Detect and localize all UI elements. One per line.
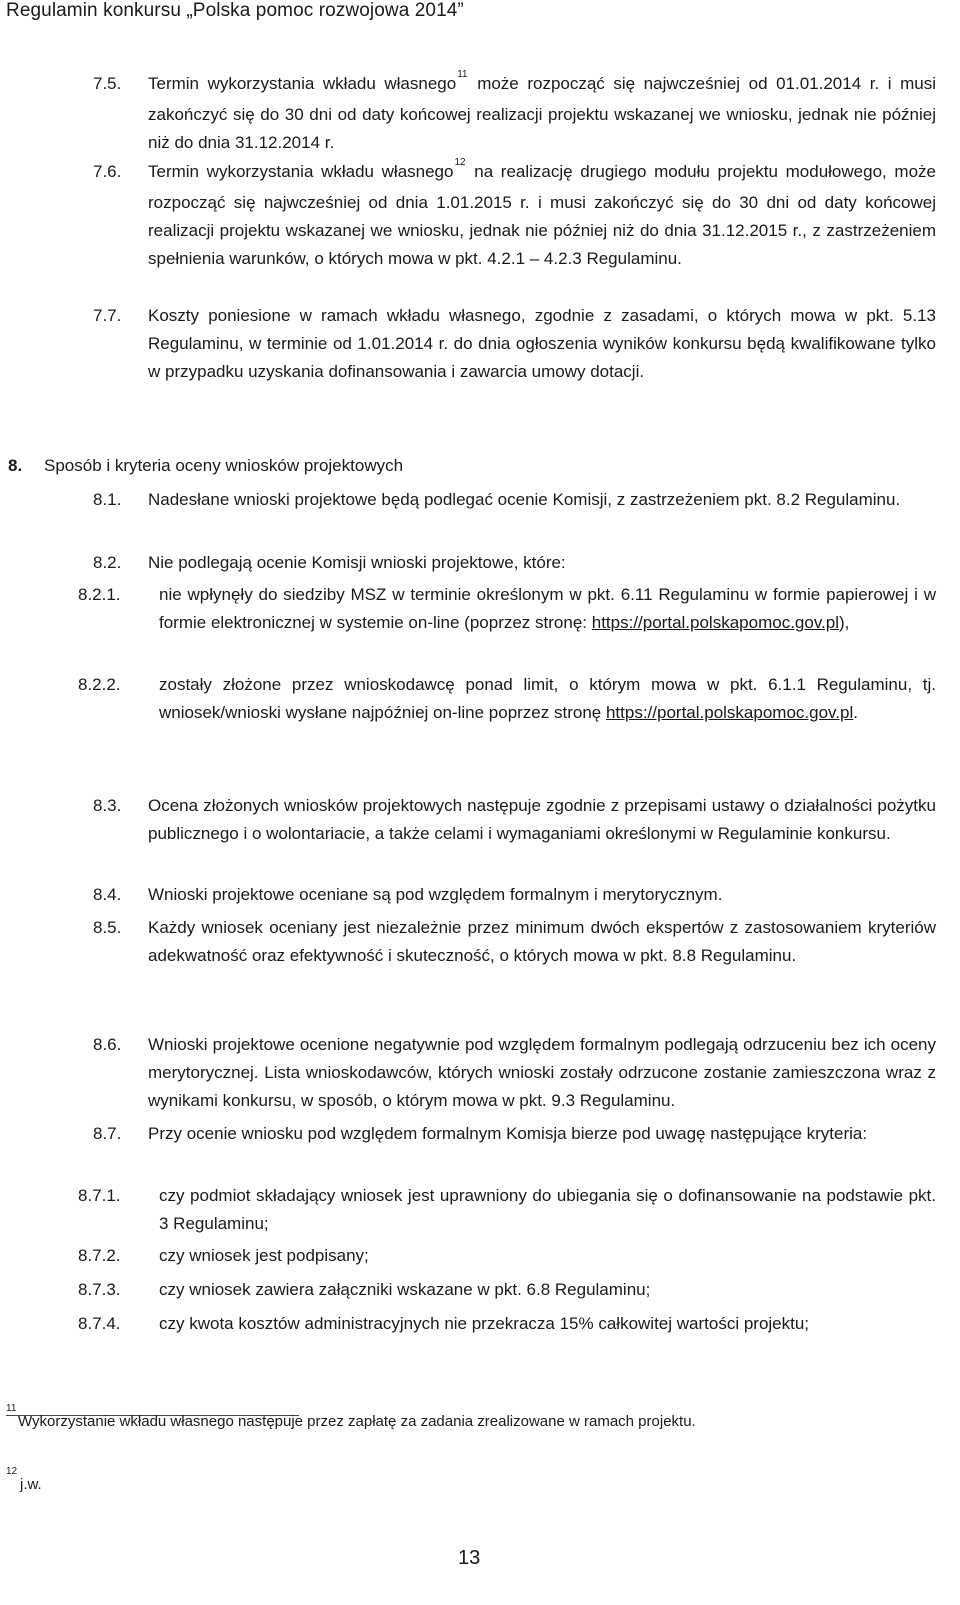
running-header: Regulamin konkursu „Polska pomoc rozwojowa 2014” [6,0,464,21]
section-number: 8. [8,456,23,475]
item-text: Wnioski projektowe ocenione negatywnie pod względem formalnym podlegają odrzuceniu bez ich oceny merytorycznej. Lista wnioskodawców, których wnioski zostały odrzucone zostanie zamieszczona wraz z wynikami konkursu, w sposób, o którym mowa w pkt. 9.3 Regulaminu. [148,1035,936,1110]
item-number: 8.2.1. [78,585,121,604]
footnote-number: 11 [6,1403,17,1414]
item-text: Przy ocenie wniosku pod względem formalnym Komisja bierze pod uwagę następujące kryteria: [148,1124,868,1143]
item-number: 7.5. [93,74,122,93]
item-text: Termin wykorzystania wkładu własnego$^{12}$ na realizację drugiego modułu projektu modułowego, może rozpocząć się najwcześniej od dnia 1.01.2015 r. i musi zakończyć się do 30 dni od daty końcowej realizacji projektu wskazanej we wniosku, jednak nie później niż do dnia 31.12.2015 r., z zastrzeżeniem spełnienia warunków, o których mowa w pkt. 4.2.1 – 4.2.3 Regulaminu. [148,157,936,268]
item-number: 8.2. [93,553,122,572]
item-text: Nie podlegają ocenie Komisji wnioski projektowe, które: [148,553,566,572]
item-text: czy kwota kosztów administracyjnych nie przekracza 15% całkowitej wartości projektu; [159,1314,810,1333]
item-number: 7.6. [93,162,122,181]
page-number: 13 [458,1547,481,1569]
item-number: 8.6. [93,1035,122,1054]
portal-link[interactable]: https://portal.polskapomoc.gov.pl [591,613,840,632]
footnote-ref[interactable]: 11 [457,69,468,80]
item-text: czy wniosek jest podpisany; [159,1246,369,1265]
item-text: Termin wykorzystania wkładu własnego$^{11}$ może rozpocząć się najwcześniej od 01.01.2014 r. i musi zakończyć się do 30 dni od daty końcowej realizacji projektu wskazanej we wniosku, jednak nie później niż do dnia 31.12.2014 r. [148,69,936,152]
item-text: Wnioski projektowe oceniane są pod względem formalnym i merytorycznym. [148,885,723,904]
item-text: Koszty poniesione w ramach wkładu własnego, zgodnie z zasadami, o których mowa w pkt. 5.13 Regulaminu, w terminie od 1.01.2014 r. do dnia ogłoszenia wyników konkursu będą kwalifikowane tylko w przypadku uzyskania dofinansowania i zawarcia umowy dotacji. [148,306,936,381]
item-number: 8.3. [93,796,122,815]
item-number: 8.4. [93,885,122,904]
portal-link[interactable]: https://portal.polskapomoc.gov.pl [605,703,854,722]
item-text: Każdy wniosek oceniany jest niezależnie przez minimum dwóch ekspertów z zastosowaniem kryteriów adekwatność oraz efektywność i skuteczność, o których mowa w pkt. 8.8 Regulaminu. [148,918,936,965]
footnote-text: j.w. [20,1476,42,1493]
item-number: 8.1. [93,490,122,509]
item-number: 8.7.3. [78,1280,121,1299]
footnote-text: Wykorzystanie wkładu własnego następuje przez zapłatę za zadania zrealizowane w ramach projektu. [18,1413,696,1430]
item-text: nie wpłynęły do siedziby MSZ w terminie określonym w pkt. 6.11 Regulaminu w formie papierowej i w formie elektronicznej w systemie on-line (poprzez stronę: https://portal.polskapomoc.gov.pl), [159,585,936,632]
footnote-number: 12 [6,1466,18,1477]
item-number: 8.7.4. [78,1314,121,1333]
item-number: 8.7.1. [78,1186,121,1205]
item-text: czy podmiot składający wniosek jest uprawniony do ubiegania się o dofinansowanie na podstawie pkt. 3 Regulaminu; [159,1186,936,1233]
section-title: Sposób i kryteria oceny wniosków projektowych [44,456,404,475]
item-text: zostały złożone przez wnioskodawcę ponad limit, o którym mowa w pkt. 6.1.1 Regulaminu, tj. wniosek/wnioski wysłane najpóźniej on-line poprzez stronę https://portal.polskapomoc.gov.pl. [159,675,936,722]
footnote-ref[interactable]: 12 [454,157,466,168]
item-number: 8.5. [93,918,122,937]
item-text: Ocena złożonych wniosków projektowych następuje zgodnie z przepisami ustawy o działalności pożytku publicznego i o wolontariacie, a także celami i wymaganiami określonymi w Regulaminie konkursu. [148,796,936,843]
item-text: Nadesłane wnioski projektowe będą podlegać ocenie Komisji, z zastrzeżeniem pkt. 8.2 Regulaminu. [148,490,901,509]
item-number: 8.7.2. [78,1246,121,1265]
item-text: czy wniosek zawiera załączniki wskazane w pkt. 6.8 Regulaminu; [159,1280,651,1299]
item-number: 8.2.2. [78,675,121,694]
item-number: 7.7. [93,306,122,325]
item-number: 8.7. [93,1124,122,1143]
